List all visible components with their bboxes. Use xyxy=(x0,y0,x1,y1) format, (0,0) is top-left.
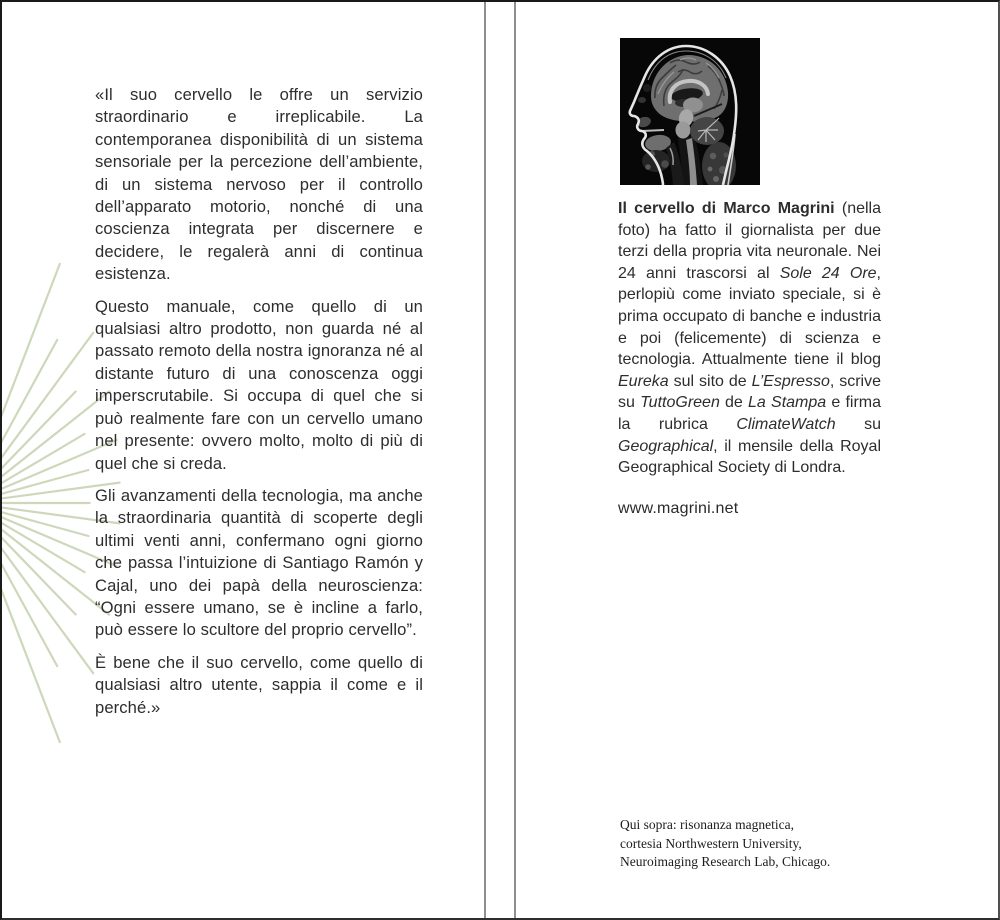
bio-text-segment: Eureka xyxy=(618,372,669,390)
bio-text-segment: , perlopiù come inviato speciale, si è prima occupato di banche e industria e poi (felicemente) di scienza e tecnologia. Attualmente tiene il blog xyxy=(618,264,881,369)
quote-paragraph: È bene che il suo cervello, come quello di qualsiasi altro utente, sappia il come e il perché.» xyxy=(95,652,423,717)
author-bio xyxy=(618,198,881,479)
bio-text-segment: , scrive su xyxy=(618,372,881,412)
bio-text-segment: de xyxy=(719,394,749,412)
bio-text-segment: Sole 24 Ore xyxy=(779,264,877,282)
bio-text-segment: sul sito de xyxy=(668,372,752,390)
bio-text-segment: Geographical xyxy=(618,437,714,455)
gutter-line-left xyxy=(484,0,486,920)
quote-paragraph: Questo manuale, come quello di un qualsiasi altro prodotto, non guarda né al passato remoto della nostra ignoranza né al distante futuro di una conoscenza oggi imperscrutabile. Si occupa di quel che si può realmente fare con un cervello umano nel presente: ovvero molto, molto di più di quel che si creda. xyxy=(95,296,423,473)
quote-text xyxy=(95,84,423,729)
bio-text-segment: e firma la rubrica xyxy=(618,394,882,433)
caption-line: cortesia Northwestern University, xyxy=(620,835,802,851)
photo-caption xyxy=(620,816,830,872)
caption-line: Neuroimaging Research Lab, Chicago. xyxy=(620,854,831,869)
bio-text-segment: TuttoGreen xyxy=(640,394,720,412)
author-website: www.magrini.net xyxy=(618,500,739,517)
mri-brain-scan-image xyxy=(620,38,760,185)
bio-text-segment: La Stampa xyxy=(748,394,827,412)
bio-text-segment: (nella foto) ha fatto il giornalista per due terzi della propria vita neuronale. Nei 24 anni trascorsi al xyxy=(618,200,882,282)
bio-text-segment: , il mensile della Royal Geographical Society di Londra. xyxy=(618,437,881,477)
caption-line: Qui sopra: risonanza magnetica, xyxy=(620,817,794,832)
bio-text-segment: su xyxy=(835,415,882,433)
quote-paragraph: Gli avanzamenti della tecnologia, ma anche la straordinaria quantità di scoperte degli ultimi venti anni, confermano ogni giorno che passa l’intuizione di Santiago Ramón y Cajal, uno dei papà della neuroscienza: “Ogni essere umano, se è incline a farlo, può essere lo scultore del proprio cervello”. xyxy=(95,485,423,640)
bio-text-segment: Il cervello di Marco Magrini xyxy=(618,200,835,217)
bio-text-segment: L’Espresso xyxy=(751,372,830,390)
gutter-line-right xyxy=(514,0,516,920)
quote-paragraph: «Il suo cervello le offre un servizio straordinario e irreplicabile. La contemporanea disponibilità di un sistema sensoriale per la percezione dell’ambiente, di un sistema nervoso per il controllo dell’apparato motorio, nonché di una coscienza integrata per discernere e decidere, le regalerà anni di continua esistenza. xyxy=(95,85,423,284)
bio-text-segment: ClimateWatch xyxy=(736,415,836,433)
